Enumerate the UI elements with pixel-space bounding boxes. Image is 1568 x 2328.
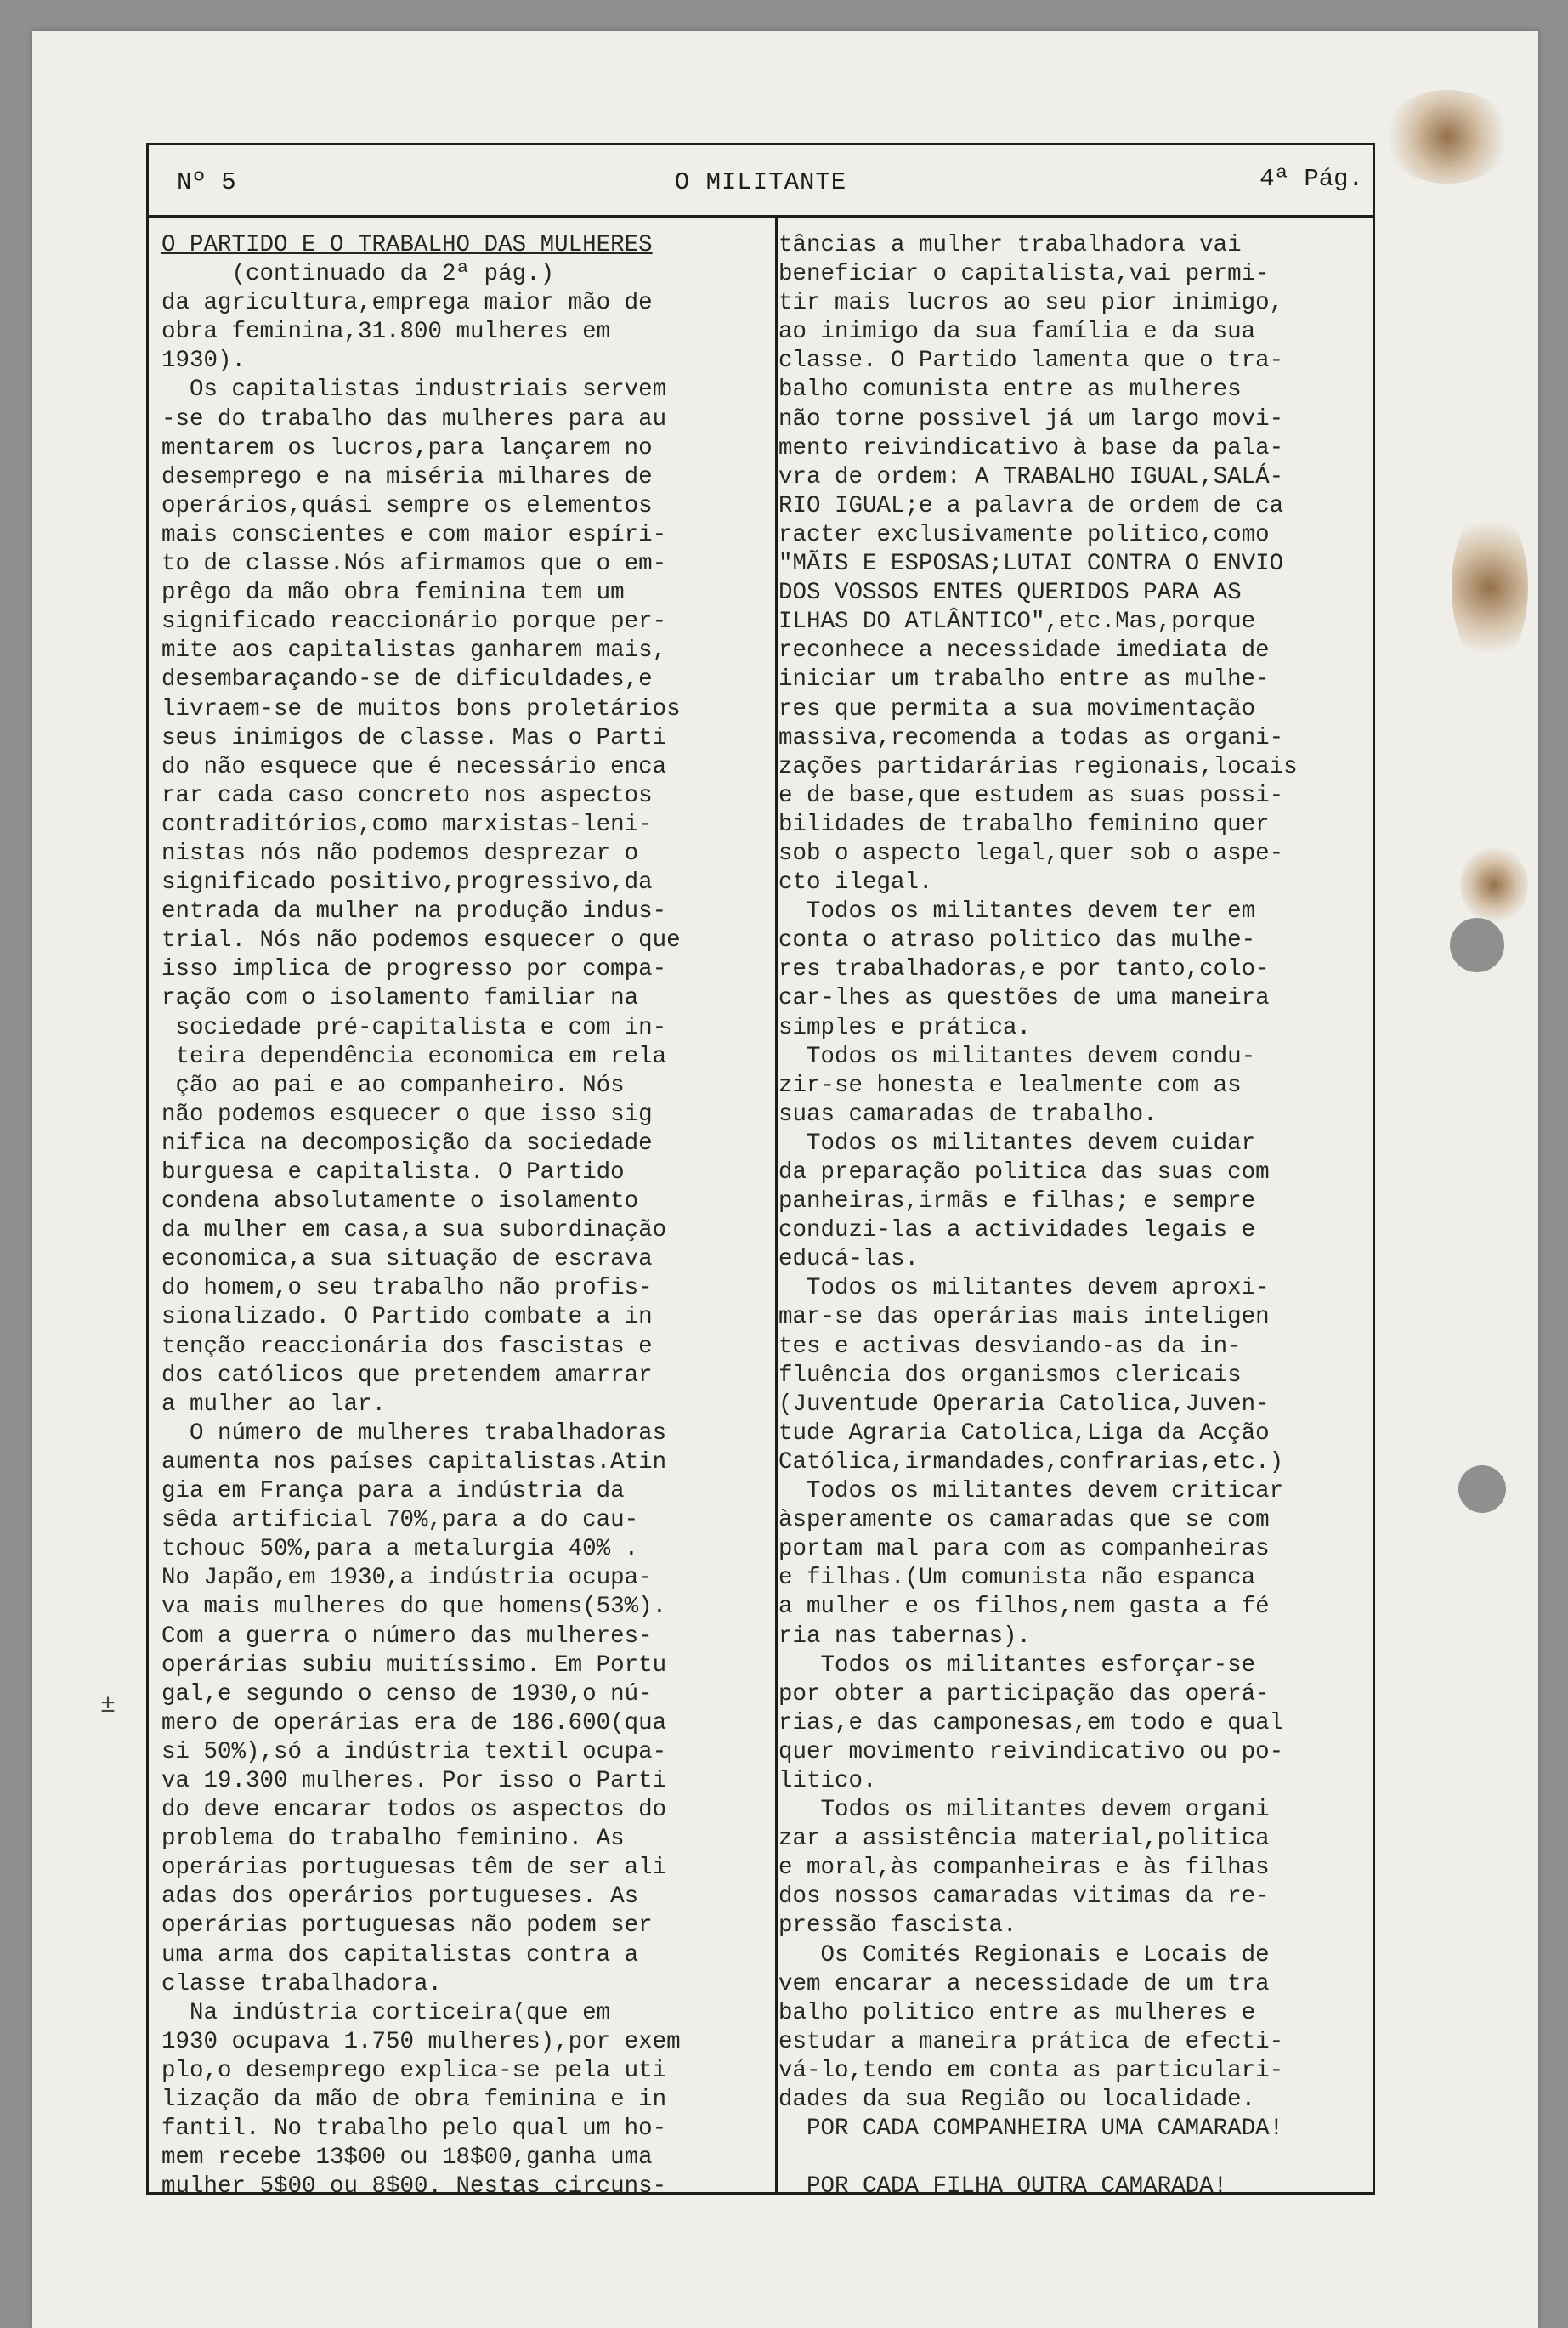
right-column <box>778 231 1373 2201</box>
text-line: entrada da mulher na produção indus- <box>161 898 667 926</box>
text-line: (Juventude Operaria Catolica,Juven- <box>778 1391 1270 1418</box>
text-line: significado reaccionário porque per- <box>161 609 667 636</box>
text-line: va mais mulheres do que homens(53%). <box>161 1594 667 1621</box>
text-line: bilidades de trabalho feminino quer <box>778 811 1270 838</box>
text-line: operárias subiu muitíssimo. Em Portu <box>161 1651 667 1679</box>
text-line: da preparação politica das suas com <box>778 1159 1270 1186</box>
text-line: Os capitalistas industriais servem <box>161 377 667 404</box>
text-line: Os Comités Regionais e Locais de <box>778 1941 1270 1968</box>
burn-mark-right-middle <box>1460 847 1528 923</box>
text-line: Na indústria corticeira(que em <box>161 1999 611 2026</box>
text-line: livraem-se de muitos bons proletários <box>161 695 681 722</box>
text-line: problema do trabalho feminino. As <box>161 1826 625 1853</box>
text-line: contraditórios,como marxistas-leni- <box>161 811 653 838</box>
punch-hole-upper <box>1450 918 1504 972</box>
text-line: si 50%),só a indústria textil ocupa- <box>161 1738 667 1765</box>
text-line: ILHAS DO ATLÂNTICO",etc.Mas,porque <box>778 609 1256 636</box>
text-line: POR CADA COMPANHEIRA UMA CAMARADA! <box>778 2116 1284 2143</box>
text-line: mento reivindicativo à base da pala- <box>778 434 1284 462</box>
text-line: classe trabalhadora. <box>161 1970 443 1997</box>
text-line: simples e prática. <box>778 1014 1032 1041</box>
text-line: tes e activas desviando-as da in- <box>778 1333 1242 1360</box>
text-line: desembaraçando-se de dificuldades,e <box>161 666 653 694</box>
text-line: cto ilegal. <box>778 869 933 897</box>
text-line: por obter a participação das operá- <box>778 1680 1270 1708</box>
text-line: da mulher em casa,a sua subordinação <box>161 1217 667 1244</box>
text-line: gia em França para a indústria da <box>161 1478 625 1505</box>
text-line: POR CADA FILHA OUTRA CAMARADA! <box>778 2173 1228 2201</box>
text-line: sêda artificial 70%,para a do cau- <box>161 1507 639 1534</box>
text-line: operárias portuguesas não podem ser <box>161 1912 653 1940</box>
text-line <box>778 2144 1373 2172</box>
text-line: mar-se das operárias mais inteligen <box>778 1304 1270 1331</box>
text-line: Todos os militantes devem cuidar <box>778 1130 1256 1157</box>
text-line: res trabalhadoras,e por tanto,colo- <box>778 956 1270 983</box>
text-line: àsperamente os camaradas que se com <box>778 1507 1270 1534</box>
text-line: trial. Nós não podemos esquecer o que <box>161 927 681 954</box>
text-line: burguesa e capitalista. O Partido <box>161 1159 625 1186</box>
text-line: -se do trabalho das mulheres para au <box>161 405 667 433</box>
text-line: 1930 ocupava 1.750 mulheres),por exem <box>161 2028 681 2055</box>
text-line: balho comunista entre as mulheres <box>778 377 1242 404</box>
text-line: conduzi-las a actividades legais e <box>778 1217 1256 1244</box>
text-line: panheiras,irmãs e filhas; e sempre <box>778 1188 1256 1215</box>
page-header <box>146 143 1375 218</box>
text-line: Todos os militantes devem criticar <box>778 1478 1284 1505</box>
text-line: Todos os militantes devem ter em <box>778 898 1256 926</box>
text-line: a mulher e os filhos,nem gasta a fé <box>778 1594 1270 1621</box>
text-line: e moral,às companheiras e às filhas <box>778 1855 1270 1882</box>
text-line: vem encarar a necessidade de um tra <box>778 1970 1270 1997</box>
margin-mark: ± <box>100 1691 116 1720</box>
text-line: gal,e segundo o censo de 1930,o nú- <box>161 1680 653 1708</box>
text-line: lização da mão de obra feminina e in <box>161 2087 667 2113</box>
text-line: do não esquece que é necessário enca <box>161 753 667 780</box>
text-line: desemprego e na miséria milhares de <box>161 463 653 490</box>
text-line: condena absolutamente o isolamento <box>161 1188 639 1215</box>
text-line: do homem,o seu trabalho não profis- <box>161 1275 653 1302</box>
text-line: não torne possivel já um largo movi- <box>778 405 1284 433</box>
text-line: RIO IGUAL;e a palavra de ordem de ca <box>778 492 1284 519</box>
text-line: plo,o desemprego explica-se pela uti <box>161 2057 667 2084</box>
text-line: portam mal para com as companheiras <box>778 1536 1270 1563</box>
text-line: No Japão,em 1930,a indústria ocupa- <box>161 1565 653 1592</box>
text-line: zir-se honesta e lealmente com as <box>778 1072 1242 1099</box>
text-line: fantil. No trabalho pelo qual um ho- <box>161 2116 667 2143</box>
text-line: dos nossos camaradas vitimas da re- <box>778 1883 1270 1911</box>
text-line: do deve encarar todos os aspectos do <box>161 1797 667 1824</box>
text-line: mais conscientes e com maior espíri- <box>161 521 667 548</box>
text-line: nistas nós não podemos desprezar o <box>161 840 639 867</box>
text-line: isso implica de progresso por compa- <box>161 956 667 983</box>
text-line: da agricultura,emprega maior mão de <box>161 290 653 317</box>
page-number: 4ª Pág. <box>1259 165 1363 193</box>
text-line: Católica,irmandades,confrarias,etc.) <box>778 1448 1284 1476</box>
text-line: ao inimigo da sua família e da sua <box>778 319 1256 346</box>
text-line: nifica na decomposição da sociedade <box>161 1130 653 1157</box>
text-line: sionalizado. O Partido combate a in <box>161 1304 653 1331</box>
text-line: estudar a maneira prática de efecti- <box>778 2028 1284 2055</box>
text-line: mite aos capitalistas ganharem mais, <box>161 637 667 665</box>
punch-hole-lower <box>1458 1465 1506 1513</box>
text-line: classe. O Partido lamenta que o tra- <box>778 348 1284 375</box>
text-line: zações partidarárias regionais,locais <box>778 753 1298 780</box>
text-line: seus inimigos de classe. Mas o Parti <box>161 724 667 751</box>
text-line: operárias portuguesas têm de ser ali <box>161 1855 667 1882</box>
text-line: mentarem os lucros,para lançarem no <box>161 434 653 462</box>
text-line: iniciar um trabalho entre as mulhe- <box>778 666 1270 694</box>
text-line: ria nas tabernas). <box>778 1623 1032 1650</box>
text-line: a mulher ao lar. <box>161 1391 387 1418</box>
text-line: significado positivo,progressivo,da <box>161 869 653 897</box>
issue-number: Nº 5 <box>177 168 236 196</box>
text-line: massiva,recomenda a todas as organi- <box>778 724 1284 751</box>
text-line: tude Agraria Catolica,Liga da Acção <box>778 1419 1270 1447</box>
text-line: dos católicos que pretendem amarrar <box>161 1362 653 1389</box>
text-line: operários,quási sempre os elementos <box>161 492 653 519</box>
text-line: balho politico entre as mulheres e <box>778 1999 1256 2026</box>
left-column <box>161 231 770 2201</box>
publication-title: O MILITANTE <box>674 168 847 196</box>
text-line: obra feminina,31.800 mulheres em <box>161 319 611 346</box>
text-line: vá-lo,tendo em conta as particulari- <box>778 2057 1284 2084</box>
column-divider <box>775 218 778 2195</box>
text-line: Todos os militantes devem organi <box>778 1797 1270 1824</box>
text-line: rias,e das camponesas,em todo e qual <box>778 1709 1284 1736</box>
text-line: conta o atraso politico das mulhe- <box>778 927 1256 954</box>
text-line: beneficiar o capitalista,vai permi- <box>778 261 1270 288</box>
burn-mark-top-right <box>1384 90 1511 184</box>
text-line: O PARTIDO E O TRABALHO DAS MULHERES <box>161 232 653 258</box>
text-line: racter exclusivamente politico,como <box>778 521 1270 548</box>
text-line: não podemos esquecer o que isso sig <box>161 1101 653 1128</box>
text-line: 1930). <box>161 348 246 375</box>
text-line: Todos os militantes devem aproxi- <box>778 1275 1270 1302</box>
text-line: suas camaradas de trabalho. <box>778 1101 1158 1128</box>
text-line: prêgo da mão obra feminina tem um <box>161 580 625 607</box>
text-line: res que permita a sua movimentação <box>778 695 1256 722</box>
text-line: tâncias a mulher trabalhadora vai <box>778 232 1242 258</box>
text-line: tchouc 50%,para a metalurgia 40% . <box>161 1536 639 1563</box>
text-line: fluência dos organismos clericais <box>778 1362 1242 1389</box>
text-line: Todos os militantes devem condu- <box>778 1043 1256 1070</box>
text-line: mero de operárias era de 186.600(qua <box>161 1709 667 1736</box>
text-line: tir mais lucros ao seu pior inimigo, <box>778 290 1284 317</box>
text-line: e filhas.(Um comunista não espanca <box>778 1565 1256 1592</box>
text-line: quer movimento reivindicativo ou po- <box>778 1738 1284 1765</box>
text-line: mem recebe 13$00 ou 18$00,ganha uma <box>161 2144 653 2172</box>
burn-mark-right-upper <box>1452 507 1528 668</box>
text-line: pressão fascista. <box>778 1912 1017 1940</box>
text-line: mulher 5$00 ou 8$00. Nestas circuns- <box>161 2173 667 2201</box>
text-line: sob o aspecto legal,quer sob o aspe- <box>778 840 1284 867</box>
text-line: rar cada caso concreto nos aspectos <box>161 782 653 809</box>
text-line: uma arma dos capitalistas contra a <box>161 1941 639 1968</box>
text-line: teira dependência economica em rela <box>161 1043 667 1070</box>
text-line: Todos os militantes esforçar-se <box>778 1651 1256 1679</box>
text-line: DOS VOSSOS ENTES QUERIDOS PARA AS <box>778 580 1242 607</box>
text-line: ção ao pai e ao companheiro. Nós <box>161 1072 625 1099</box>
text-line: reconhece a necessidade imediata de <box>778 637 1270 665</box>
text-line: vra de ordem: A TRABALHO IGUAL,SALÁ- <box>778 463 1284 490</box>
text-line: tenção reaccionária dos fascistas e <box>161 1333 653 1360</box>
text-line: aumenta nos países capitalistas.Atin <box>161 1448 667 1476</box>
text-line: litico. <box>778 1767 877 1794</box>
text-line: to de classe.Nós afirmamos que o em- <box>161 551 667 578</box>
text-line: ração com o isolamento familiar na <box>161 985 639 1012</box>
text-line: car-lhes as questões de uma maneira <box>778 985 1270 1012</box>
text-line: economica,a sua situação de escrava <box>161 1246 653 1273</box>
text-line: (continuado da 2ª pág.) <box>161 261 555 288</box>
text-line: Com a guerra o número das mulheres- <box>161 1623 653 1650</box>
text-line: adas dos operários portugueses. As <box>161 1883 639 1911</box>
text-line: dades da sua Região ou localidade. <box>778 2087 1256 2113</box>
text-line: va 19.300 mulheres. Por isso o Parti <box>161 1767 667 1794</box>
text-line: "MÃIS E ESPOSAS;LUTAI CONTRA O ENVIO <box>778 551 1284 578</box>
text-line: zar a assistência material,politica <box>778 1826 1270 1853</box>
text-line: sociedade pré-capitalista e com in- <box>161 1014 667 1041</box>
text-line: educá-las. <box>778 1246 920 1273</box>
text-line: e de base,que estudem as suas possi- <box>778 782 1284 809</box>
text-line: O número de mulheres trabalhadoras <box>161 1419 667 1447</box>
